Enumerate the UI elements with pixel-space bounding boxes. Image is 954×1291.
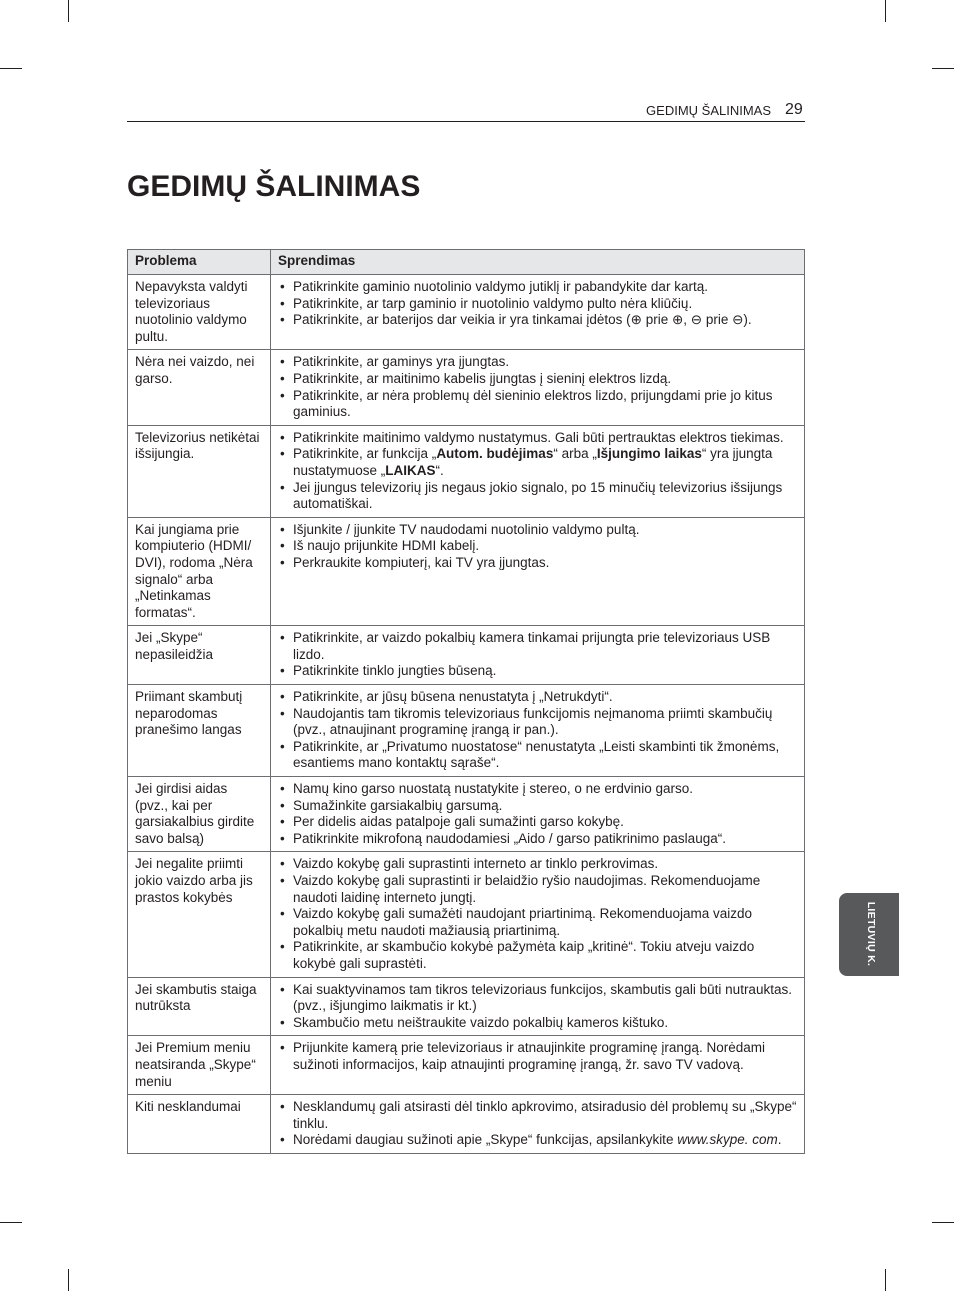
solution-cell	[271, 852, 805, 977]
solution-item: • Jei įjungus televizorių jis negaus jokio signalo, po 15 minučių televizorius išsijungs automatiškai.	[277, 480, 798, 513]
solution-list	[277, 279, 798, 329]
solution-list	[277, 1040, 798, 1073]
solution-item: • Naudojantis tam tikromis televizoriaus funkcijomis neįmanoma priimti skambučių (pvz., atnaujinant programinę įrangą ir pan.).	[277, 706, 798, 739]
problem-cell: Jei negalite priimti jokio vaizdo arba jis prastos kokybės	[128, 852, 271, 977]
solution-item: • Patikrinkite, ar „Privatumo nuostatose“ nenustatyta „Leisti skambinti tik žmonėms, esantiems mano kontaktų sąraše“.	[277, 739, 798, 772]
solution-item: • Patikrinkite tinklo jungties būseną.	[277, 663, 798, 680]
solution-item: • Norėdami daugiau sužinoti apie „Skype“ funkcijas, apsilankykite www.skype. com.	[277, 1132, 798, 1149]
solution-item: • Patikrinkite, ar vaizdo pokalbių kamera tinkamai prijungta prie televizoriaus USB lizdo.	[277, 630, 798, 663]
problem-cell: Jei Premium meniu neatsiranda „Skype“ meniu	[128, 1036, 271, 1095]
problem-cell: Jei skambutis staiga nutrūksta	[128, 977, 271, 1036]
crop-mark	[885, 0, 886, 22]
solution-item: • Patikrinkite, ar baterijos dar veikia ir yra tinkamai įdėtos (⊕ prie ⊕, ⊖ prie ⊖).	[277, 312, 798, 329]
solution-cell	[271, 425, 805, 517]
solution-item: • Sumažinkite garsiakalbių garsumą.	[277, 798, 798, 815]
language-tab-label: LIETUVIŲ K.	[865, 901, 877, 967]
solution-item: • Namų kino garso nuostatą nustatykite į stereo, o ne erdvinio garso.	[277, 781, 798, 798]
solution-item: • Patikrinkite, ar tarp gaminio ir nuotolinio valdymo pulto nėra kliūčių.	[277, 296, 798, 313]
problem-cell: Nėra nei vaizdo, nei garso.	[128, 350, 271, 425]
crop-mark	[68, 1269, 69, 1291]
solution-cell	[271, 1036, 805, 1095]
solution-list	[277, 781, 798, 847]
solution-item: • Išjunkite / įjunkite TV naudodami nuotolinio valdymo pultą.	[277, 522, 798, 539]
column-header-problem: Problema	[128, 250, 271, 275]
crop-mark	[0, 68, 22, 69]
header-divider	[127, 121, 805, 122]
table-row	[128, 350, 805, 425]
problem-cell: Jei girdisi aidas (pvz., kai per garsiakalbius girdite savo balsą)	[128, 777, 271, 852]
table-row	[128, 977, 805, 1036]
running-header: GEDIMŲ ŠALINIMAS	[646, 103, 771, 118]
troubleshooting-table	[127, 249, 805, 1154]
solution-item: • Patikrinkite mikrofoną naudodamiesi „Aido / garso patikrinimo paslauga“.	[277, 831, 798, 848]
solution-item: • Patikrinkite, ar gaminys yra įjungtas.	[277, 354, 798, 371]
solution-item: • Patikrinkite, ar funkcija „Autom. budėjimas“ arba „Išjungimo laikas“ yra įjungta nustatymuose „LAIKAS“.	[277, 446, 798, 479]
solution-list	[277, 689, 798, 772]
solution-item: • Patikrinkite maitinimo valdymo nustatymus. Gali būti pertrauktas elektros tiekimas.	[277, 430, 798, 447]
solution-cell	[271, 275, 805, 350]
crop-mark	[885, 1269, 886, 1291]
solution-item: • Vaizdo kokybę gali sumažėti naudojant priartinimą. Rekomenduojama vaizdo pokalbių metu naudoti mažiausią priartinimą.	[277, 906, 798, 939]
table-row	[128, 517, 805, 626]
solution-item: • Prijunkite kamerą prie televizoriaus ir atnaujinkite programinę įrangą. Norėdami sužinoti informacijos, kaip atnaujinti programinę įrangą, žr. savo TV vadovą.	[277, 1040, 798, 1073]
solution-item: • Vaizdo kokybę gali suprastinti ir belaidžio ryšio naudojimas. Rekomenduojame naudoti laidinę interneto jungtį.	[277, 873, 798, 906]
solution-item: • Skambučio metu neištraukite vaizdo pokalbių kameros kištuko.	[277, 1015, 798, 1032]
problem-cell: Jei „Skype“ nepasileidžia	[128, 626, 271, 685]
problem-cell: Priimant skambutį neparodomas pranešimo langas	[128, 685, 271, 777]
table-row	[128, 275, 805, 350]
solution-item: • Perkraukite kompiuterį, kai TV yra įjungtas.	[277, 555, 798, 572]
crop-mark	[932, 1222, 954, 1223]
table-body	[128, 275, 805, 1154]
table-row	[128, 852, 805, 977]
solution-cell	[271, 350, 805, 425]
solution-cell	[271, 977, 805, 1036]
solution-list	[277, 430, 798, 513]
table-header-row	[128, 250, 805, 275]
problem-cell: Televizorius netikėtai išsijungia.	[128, 425, 271, 517]
solution-list	[277, 982, 798, 1032]
solution-list	[277, 1099, 798, 1149]
page-number: 29	[785, 101, 803, 118]
solution-cell	[271, 517, 805, 626]
solution-list	[277, 856, 798, 972]
crop-mark	[0, 1222, 22, 1223]
solution-item: • Iš naujo prijunkite HDMI kabelį.	[277, 538, 798, 555]
table-row	[128, 1036, 805, 1095]
problem-cell: Nepavyksta valdyti televizoriaus nuotolinio valdymo pultu.	[128, 275, 271, 350]
solution-cell	[271, 685, 805, 777]
solution-item: • Patikrinkite, ar nėra problemų dėl sieninio elektros lizdo, prijungdami prie jo kitus gaminius.	[277, 388, 798, 421]
solution-cell	[271, 1095, 805, 1154]
crop-mark	[68, 0, 69, 22]
crop-mark	[932, 68, 954, 69]
solution-item: • Patikrinkite, ar maitinimo kabelis įjungtas į sieninį elektros lizdą.	[277, 371, 798, 388]
solution-list	[277, 354, 798, 420]
solution-cell	[271, 777, 805, 852]
solution-cell	[271, 626, 805, 685]
solution-item: • Vaizdo kokybę gali suprastinti interneto ar tinklo perkrovimas.	[277, 856, 798, 873]
page-title: GEDIMŲ ŠALINIMAS	[127, 170, 421, 203]
problem-cell: Kiti nesklandumai	[128, 1095, 271, 1154]
language-side-tab	[839, 893, 899, 976]
problem-cell: Kai jungiama prie kompiuterio (HDMI/ DVI), rodoma „Nėra signalo“ arba „Netinkamas formatas“.	[128, 517, 271, 626]
solution-item: • Patikrinkite gaminio nuotolinio valdymo jutiklį ir pabandykite dar kartą.	[277, 279, 798, 296]
table-row	[128, 425, 805, 517]
solution-list	[277, 522, 798, 572]
table-row	[128, 626, 805, 685]
column-header-solution: Sprendimas	[271, 250, 805, 275]
solution-item: • Kai suaktyvinamos tam tikros televizoriaus funkcijos, skambutis gali būti nutrauktas. (pvz., išjungimo laikmatis ir kt.)	[277, 982, 798, 1015]
solution-item: • Nesklandumų gali atsirasti dėl tinklo apkrovimo, atsiradusio dėl problemų su „Skype“ tinklu.	[277, 1099, 798, 1132]
solution-item: • Per didelis aidas patalpoje gali sumažinti garso kokybę.	[277, 814, 798, 831]
solution-item: • Patikrinkite, ar jūsų būsena nenustatyta į „Netrukdyti“.	[277, 689, 798, 706]
solution-item: • Patikrinkite, ar skambučio kokybė pažymėta kaip „kritinė“. Tokiu atveju vaizdo kokybė gali suprastėti.	[277, 939, 798, 972]
table-row	[128, 1095, 805, 1154]
solution-list	[277, 630, 798, 680]
table-row	[128, 685, 805, 777]
table-row	[128, 777, 805, 852]
